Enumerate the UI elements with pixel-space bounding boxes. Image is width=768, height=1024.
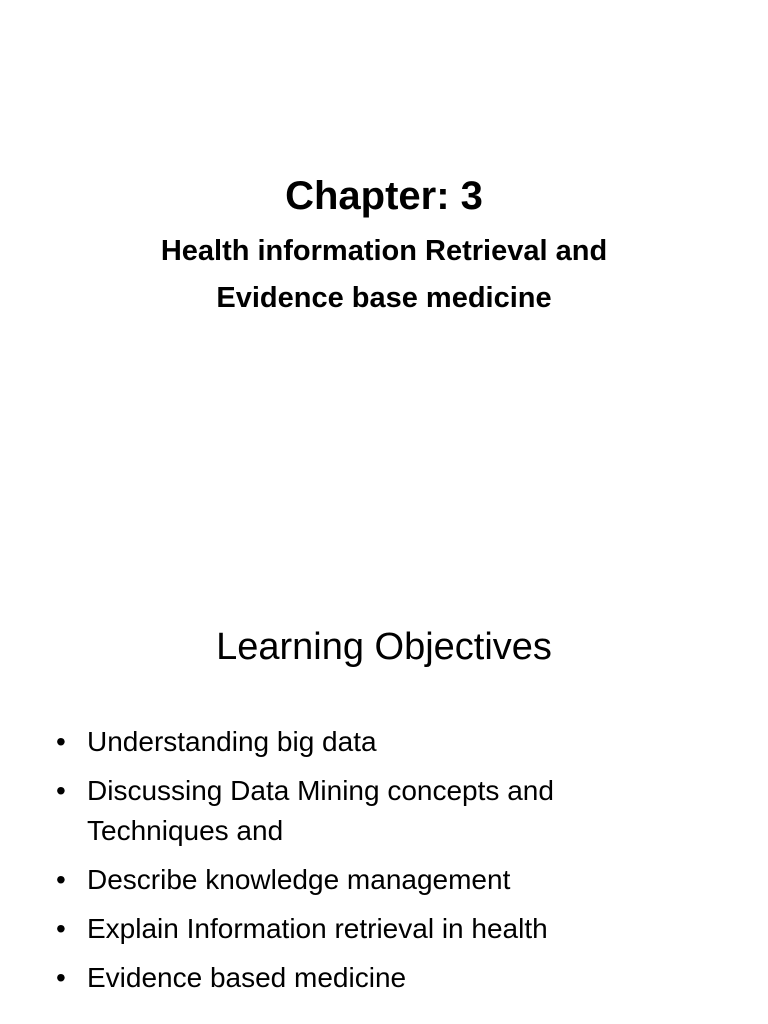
chapter-title: Chapter: 3 — [285, 174, 483, 218]
subtitle-line: Evidence base medicine — [216, 282, 552, 314]
list-item — [56, 771, 736, 851]
bullet-icon: • — [56, 962, 66, 993]
objective-text: Discussing Data Mining concepts and — [87, 775, 554, 806]
objective-text: Describe knowledge management — [87, 864, 511, 895]
objectives-title: Learning Objectives — [216, 626, 552, 668]
list-item — [56, 860, 736, 900]
objective-text: Explain Information retrieval in health — [87, 913, 548, 944]
bullet-icon: • — [56, 775, 66, 806]
list-item — [56, 722, 736, 762]
list-item — [56, 909, 736, 949]
objectives-list — [56, 722, 736, 1007]
bullet-icon: • — [56, 864, 66, 895]
objective-text: Techniques and — [87, 815, 284, 846]
bullet-icon: • — [56, 913, 66, 944]
subtitle-line: Health information Retrieval and — [160, 235, 608, 267]
objective-text: Understanding big data — [87, 726, 377, 757]
objective-text: Evidence based medicine — [87, 962, 407, 993]
list-item — [56, 958, 736, 998]
bullet-icon: • — [56, 726, 66, 757]
chapter-subtitle — [84, 228, 684, 322]
